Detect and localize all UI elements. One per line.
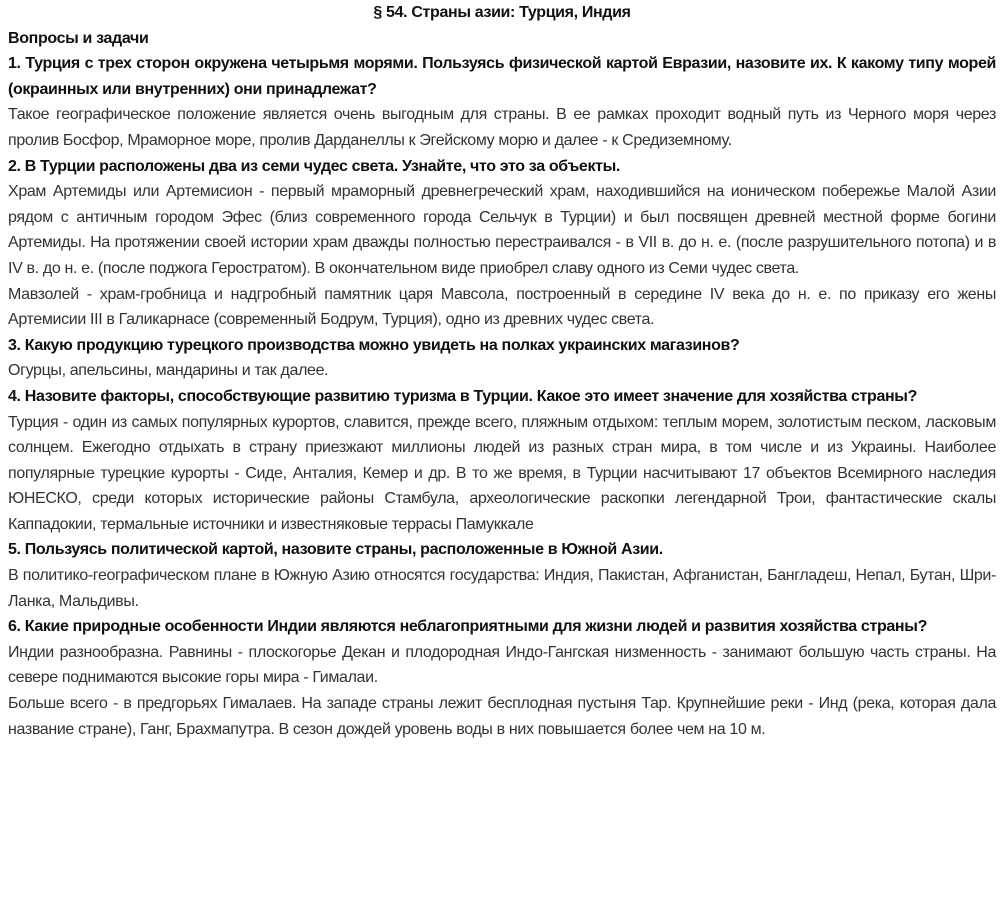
answer-2-part-2: Мавзолей - храм-гробница и надгробный памятник царя Мавсола, построенный в середине IV века до н. е. по приказу его жены Артемисии III в Галикарнасе (современный Бодрум, Турция), одно из древних чудес света. bbox=[8, 285, 996, 329]
answer-6-part-1: Индии разнообразна. Равнины - плоскогорье Декан и плодородная Индо-Гангская низменность - занимают большую часть страны. На севере поднимаются высокие горы мира - Гималаи. bbox=[8, 643, 996, 687]
question-1: 1. Турция с трех сторон окружена четырьмя морями. Пользуясь физической картой Евразии, назовите их. К какому типу морей (окраинных или внутренних) они принадлежат? bbox=[8, 55, 996, 98]
question-3: 3. Какую продукцию турецкого производства можно увидеть на полках украинских магазинов? bbox=[8, 336, 740, 354]
question-5: 5. Пользуясь политической картой, назовите страны, расположенные в Южной Азии. bbox=[8, 541, 663, 559]
answer-5: В политико-географическом плане в Южную Азию относятся государства: Индия, Пакистан, Афганистан, Бангладеш, Непал, Бутан, Шри-Ланка, Мальдивы. bbox=[8, 567, 996, 610]
answer-1: Такое географическое положение является очень выгодным для страны. В ее рамках проходит водный путь из Черного моря через пролив Босфор, Мраморное море, пролив Дарданеллы к Эгейскому морю и далее - к Средиземному. bbox=[8, 106, 996, 149]
answer-3: Огурцы, апельсины, мандарины и так далее. bbox=[8, 362, 329, 380]
answer-4: Турция - один из самых популярных курортов, славится, прежде всего, пляжным отдыхом: теплым морем, золотистым песком, ласковым солнцем. Ежегодно отдыхать в страну приезжают миллионы людей из разных стран мира, в том числе и из Украины. Наиболее популярные турецкие курорты - Сиде, Анталия, Кемер и др. В то же время, в Турции насчитывают 17 объектов Всемирного наследия ЮНЕСКО, среди которых исторические районы Стамбула, археологические раскопки легендарной Трои, фантастические скалы Каппадокии, термальные источники и известняковые террасы Памуккале bbox=[8, 413, 996, 533]
section-heading: Вопросы и задачи bbox=[8, 29, 149, 47]
page-title: § 54. Страны азии: Турция, Индия bbox=[373, 4, 631, 21]
answer-2-part-1: Храм Артемиды или Артемисион - первый мраморный древнегреческий храм, находившийся на ионическом побережье Малой Азии рядом с античным городом Эфес (близ современного города Сельчук в Турции) и был посвящен древней местной форме богини Артемиды. На протяжении своей истории храм дважды полностью перестраивался - в VII в. до н. е. (после разрушительного потопа) и в IV в. до н. е. (после поджога Геростратом). В окончательном виде приобрел славу одного из Семи чудес света. bbox=[8, 183, 996, 277]
answer-6-part-2: Больше всего - в предгорьях Гималаев. На западе страны лежит бесплодная пустыня Тар. Крупнейшие реки - Инд (река, которая дала название стране), Ганг, Брахмапутра. В сезон дождей уровень воды в них повышается более чем на 10 м. bbox=[8, 695, 996, 738]
question-6: 6. Какие природные особенности Индии являются неблагоприятными для жизни людей и развития хозяйства страны? bbox=[8, 618, 927, 636]
question-2: 2. В Турции расположены два из семи чудес света. Узнайте, что это за объекты. bbox=[8, 157, 621, 175]
question-4: 4. Назовите факторы, способствующие развитию туризма в Турции. Какое это имеет значение для хозяйства страны? bbox=[8, 387, 918, 405]
